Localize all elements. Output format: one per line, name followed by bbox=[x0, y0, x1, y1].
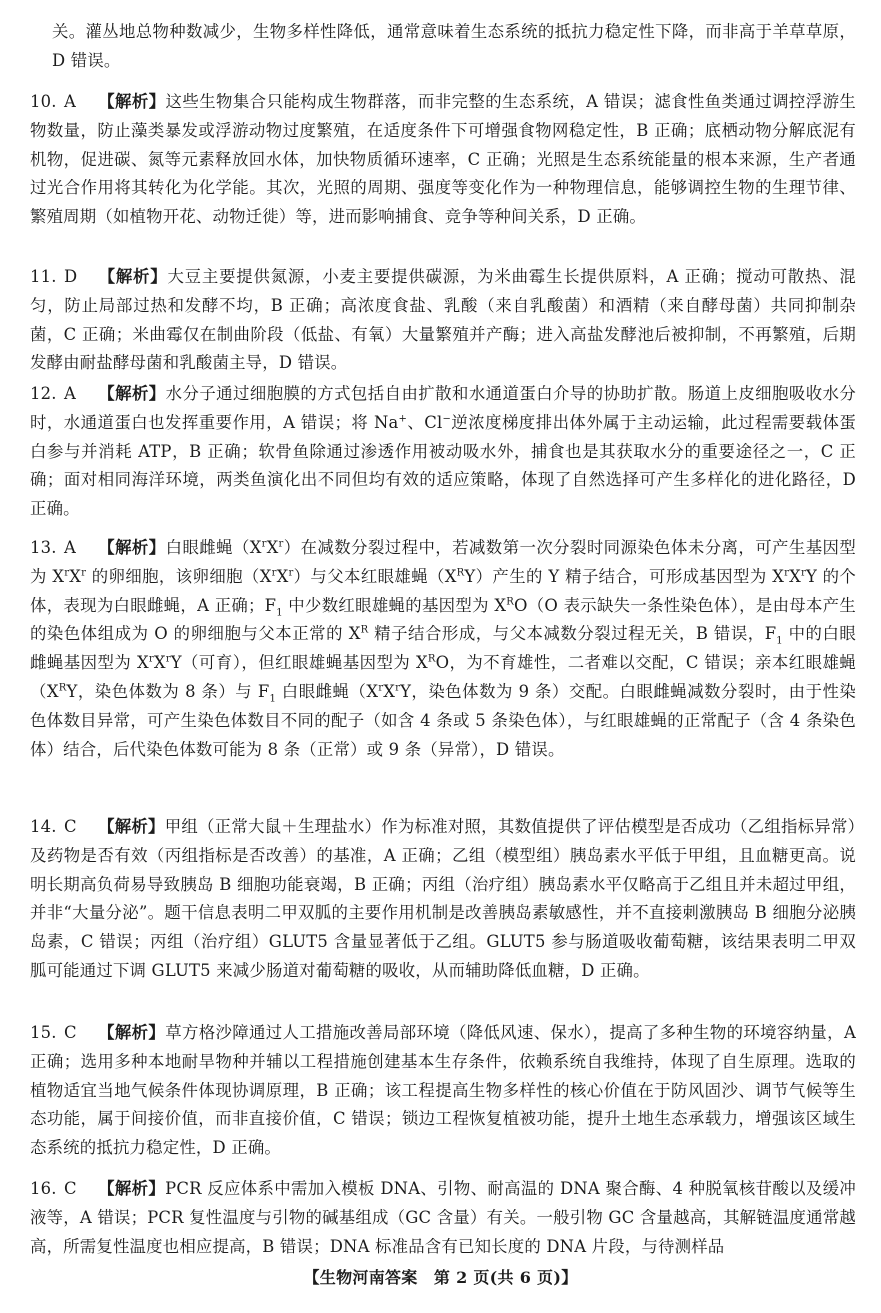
item-number: 16. bbox=[30, 1179, 57, 1198]
item-answer: C bbox=[64, 817, 77, 836]
superscript: r bbox=[271, 567, 277, 579]
analysis-text-part: X bbox=[276, 566, 289, 586]
item-answer: A bbox=[64, 538, 77, 557]
analysis-text-part: X bbox=[266, 538, 279, 557]
analysis-text: 草方格沙障通过人工措施改善局部环境（降低风速、保水），提高了多种生物的环境容纳量，A 正确；选用多种本地耐旱物种并辅以工程措施创建基本生存条件，依赖系统自我维持，体现了自生原理。选取的植物适宜当地气候条件体现协调原理，B 正确；该工程提高生物多样性的核心价值在于防风固沙、调节气候等生态功能，属于间接价值，而非直接价值，C 错误；锁边工程恢复植被功能，提升土地生态承载力，增强该区域生态系统的抵抗力稳定性，D 正确。 bbox=[30, 1023, 856, 1158]
superscript: R bbox=[506, 596, 514, 608]
analysis-text: 逆浓度梯度排出体外属于主动运输，此过程需要载体蛋白参与并消耗 ATP，B 正确；软骨鱼除通过渗透作用被动吸水外，捕食也是其获取水分的重要途径之一，C 正确；面对相同海洋环境，两类鱼演化出不同但均有效的适应策略，体现了自然选择可产生多样化的进化路径，D 正确。 bbox=[30, 412, 856, 519]
analysis-text-part: Y 的个体，表现为白眼雌蝇，A 正确；F bbox=[30, 566, 856, 615]
superscript: r bbox=[800, 567, 806, 579]
analysis-text-part: 精子结合形成，与父本减数分裂过程无关，B 错误，F bbox=[368, 624, 777, 644]
superscript: r bbox=[784, 567, 790, 579]
continued-paragraph: 关。灌丛地总物种数减少，生物多样性降低，通常意味着生态系统的抵抗力稳定性下降，而非高于羊草草原，D 错误。 bbox=[52, 22, 856, 70]
analysis-text-part: Y，染色体数为 8 条）与 F bbox=[66, 681, 270, 701]
item-number: 15. bbox=[30, 1023, 57, 1042]
superscript: − bbox=[442, 413, 452, 425]
analysis-tag: 【解析】 bbox=[98, 384, 166, 403]
item-answer: C bbox=[64, 1023, 77, 1042]
analysis-text: 甲组（正常大鼠＋生理盐水）作为标准对照，其数值提供了评估模型是否成功（乙组指标异常）及药物是否有效（丙组指标是否改善）的基准，A 正确；乙组（模型组）胰岛素水平低于甲组，且血糖更高。说明长期高负荷易导致胰岛 B 细胞功能衰竭，B 正确；丙组（治疗组）胰岛素水平仅略高于乙组且并未超过甲组，并非“大量分泌”。题干信息表明二甲双胍的主要作用机制是改善胰岛素敏感性，并不直接刺激胰岛 B 细胞分泌胰岛素，C 错误；丙组（治疗组）GLUT5 含量显著低于乙组。GLUT5 参与肠道吸收葡萄糖，该结果表明二甲双胍可能通过下调 GLUT5 来减少肠道对葡萄糖的吸收，从而辅助降低血糖，D 正确。 bbox=[30, 817, 856, 980]
superscript: R bbox=[360, 624, 369, 636]
analysis-text-part: Y）产生的 Y 精子结合，可形成基因型为 X bbox=[464, 566, 785, 586]
answer-item-13 bbox=[30, 534, 856, 764]
superscript: + bbox=[398, 413, 408, 425]
superscript: R bbox=[427, 653, 436, 665]
analysis-text-part: 白眼雌蝇（X bbox=[165, 538, 262, 557]
analysis-text-part: O（O 表示缺失一条性染色体），是由母本产生的染色体组成为 O 的卵细胞与父本正常的 X bbox=[30, 595, 856, 644]
superscript: r bbox=[81, 567, 87, 579]
analysis-tag: 【解析】 bbox=[98, 1179, 166, 1198]
superscript: r bbox=[165, 653, 171, 665]
analysis-text-part: X bbox=[69, 566, 82, 586]
analysis-text-part: 白眼雌蝇（X bbox=[276, 681, 379, 701]
analysis-text-part: Y，染色体数为 9 条）交配。白眼雌蝇减数分裂时，由于性染色体数目异常，可产生染色体数目不同的配子（如含 4 条或 5 条染色体），与红眼雄蝇的正常配子（含 4 条染色体）结合，后代染色体数可能为 8 条（正常）或 9 条（异常），D 错误。 bbox=[30, 681, 857, 759]
analysis-tag: 【解析】 bbox=[98, 538, 166, 557]
analysis-text-part: X bbox=[153, 653, 166, 673]
analysis-text: 这些生物集合只能构成生物群落，而非完整的生态系统，A 错误；滤食性鱼类通过调控浮游生物数量，防止藻类暴发或浮游动物过度繁殖，在适度条件下可增强食物网稳定性，B 正确；底栖动物分解底泥有机物，促进碳、氮等元素释放回水体，加快物质循环速率，C 正确；光照是生态系统能量的根本来源，生产者通过光合作用将其转化为化学能。其次，光照的周期、强度等变化作为一种物理信息，能够调控生物的生理节律、繁殖周期（如植物开花、动物迁徙）等，进而影响捕食、竞争等种间关系，D 正确。 bbox=[30, 92, 856, 227]
analysis-text-part: O，为不育雄性，二者难以交配，C 错误；亲本红眼雄蝇（X bbox=[30, 653, 857, 701]
analysis-text: 、Cl bbox=[407, 412, 443, 432]
superscript: r bbox=[288, 567, 294, 579]
superscript: r bbox=[378, 682, 384, 694]
subscript: 1 bbox=[276, 606, 283, 618]
analysis-text-part: Y（可育），但红眼雄蝇基因型为 X bbox=[170, 653, 428, 673]
analysis-text-part: 的卵细胞，该卵细胞（X bbox=[86, 566, 272, 586]
superscript: r bbox=[395, 682, 401, 694]
item-number: 13. bbox=[30, 538, 57, 557]
page-footer: 【生物河南答案 第 2 页(共 6 页)】 bbox=[303, 1268, 578, 1287]
superscript: r bbox=[64, 567, 70, 579]
analysis-text-part: 中少数红眼雄蝇的基因型为 X bbox=[282, 595, 507, 615]
analysis-text: 大豆主要提供氮源，小麦主要提供碳源，为米曲霉生长提供原料，A 正确；搅动可散热、混匀，防止局部过热和发酵不均，B 正确；高浓度食盐、乳酸（来自乳酸菌）和酒精（来自酵母菌）共同抑制杂菌，C 正确；米曲霉仅在制曲阶段（低盐、有氧）大量繁殖并产酶；进入高盐发酵池后被抑制，不再繁殖，后期发酵由耐盐酵母菌和乳酸菌主导，D 错误。 bbox=[30, 267, 856, 373]
superscript: R bbox=[456, 567, 465, 579]
analysis-tag: 【解析】 bbox=[98, 817, 165, 836]
subscript: 1 bbox=[269, 693, 277, 705]
item-number: 11. bbox=[30, 267, 57, 286]
answer-item-10 bbox=[30, 88, 856, 232]
analysis-text: 水分子通过细胞膜的方式包括自由扩散和水通道蛋白介导的协助扩散。肠道上皮细胞吸收水分时，水通道蛋白也发挥重要作用，A 错误；将 Na bbox=[30, 384, 856, 432]
superscript: R bbox=[58, 682, 67, 694]
analysis-tag: 【解析】 bbox=[98, 267, 168, 286]
answer-item-14 bbox=[30, 813, 856, 986]
item-number: 10. bbox=[30, 92, 57, 111]
analysis-text-part: X bbox=[383, 681, 396, 701]
item-answer: A bbox=[64, 92, 77, 111]
item-number: 12. bbox=[30, 384, 57, 403]
item-number: 14. bbox=[30, 817, 57, 836]
superscript: r bbox=[261, 538, 267, 550]
analysis-text bbox=[30, 538, 856, 759]
analysis-tag: 【解析】 bbox=[98, 92, 166, 111]
answer-item-12 bbox=[30, 380, 856, 524]
analysis-tag: 【解析】 bbox=[98, 1023, 166, 1042]
analysis-text: PCR 反应体系中需加入模板 DNA、引物、耐高温的 DNA 聚合酶、4 种脱氧核苷酸以及缓冲液等，A 错误；PCR 复性温度与引物的碱基组成（GC 含量）有关。一般引物 GC 含量越高，其解链温度通常越高，所需复性温度也相应提高，B 错误；DNA 标准品含有已知长度的 DNA 片段，与待测样品 bbox=[30, 1179, 856, 1256]
analysis-text-part: X bbox=[789, 566, 801, 586]
analysis-text-part: ）在减数分裂过程中，若减数第一次分裂时同源染色体未分离，可产生基因型为 X bbox=[30, 538, 856, 586]
answer-item-15 bbox=[30, 1019, 856, 1163]
item-answer: C bbox=[64, 1179, 77, 1198]
analysis-text-part: 中的白眼雌蝇基因型为 X bbox=[30, 624, 856, 673]
answer-item-16 bbox=[30, 1175, 856, 1261]
item-answer: A bbox=[64, 384, 77, 403]
analysis-text-part: ）与父本红眼雄蝇（X bbox=[293, 566, 457, 586]
superscript: r bbox=[148, 653, 154, 665]
superscript: r bbox=[278, 538, 284, 550]
subscript: 1 bbox=[776, 635, 783, 647]
answer-item-11 bbox=[30, 263, 856, 378]
item-answer: D bbox=[64, 267, 78, 286]
